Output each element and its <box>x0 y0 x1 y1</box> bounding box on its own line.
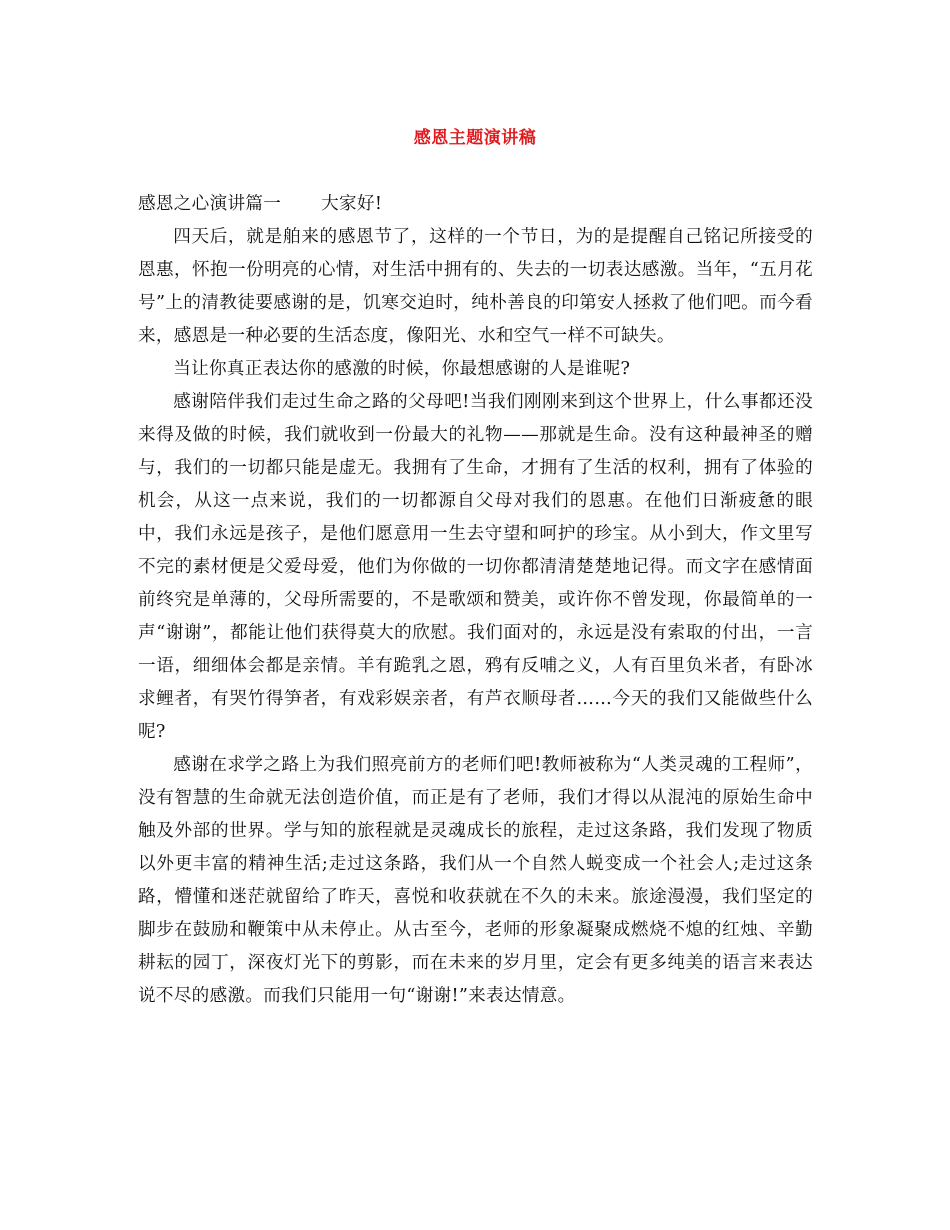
document-title: 感恩主题演讲稿 <box>413 128 537 148</box>
paragraph: 四天后，就是舶来的感恩节了，这样的一个节日，为的是提醒自己铭记所接受的恩惠，怀抱一份明亮的心情，对生活中拥有的、失去的一切表达感激。当年，“五月花号”上的清教徒要感谢的是，饥寒交迫时，纯朴善良的印第安人拯救了他们吧。而今看来，感恩是一种必要的生活态度，像阳光、水和空气一样不可缺失。 <box>138 227 813 346</box>
intro-line <box>138 188 813 221</box>
paragraph: 当让你真正表达你的感激的时候，你最想感谢的人是谁呢? <box>173 359 631 379</box>
paragraph: 感谢在求学之路上为我们照亮前方的老师们吧!教师被称为“人类灵魂的工程师”，没有智慧的生命就无法创造价值，而正是有了老师，我们才得以从混沌的原始生命中触及外部的世界。学与知的旅程就是灵魂成长的旅程，走过这条路，我们发现了物质以外更丰富的精神生活;走过这条路，我们从一个自然人蜕变成一个社会人;走过这条路，懵懂和迷茫就留给了昨天，喜悦和收获就在不久的未来。旅途漫漫，我们坚定的脚步在鼓励和鞭策中从未停止。从古至今，老师的形象凝聚成燃烧不熄的红烛、辛勤耕耘的园丁，深夜灯光下的剪影，而在未来的岁月里，定会有更多纯美的语言来表达说不尽的感激。而我们只能用一句“谢谢!”来表达情意。 <box>138 755 813 1006</box>
document-body <box>138 188 813 1013</box>
intro-greeting: 大家好! <box>321 194 383 214</box>
intro-heading: 感恩之心演讲篇一 <box>138 194 282 214</box>
paragraph: 感谢陪伴我们走过生命之路的父母吧!当我们刚刚来到这个世界上，什么事都还没来得及做的时候，我们就收到一份最大的礼物——那就是生命。没有这种最神圣的赠与，我们的一切都只能是虚无。我拥有了生命，才拥有了生活的权利，拥有了体验的机会，从这一点来说，我们的一切都源自父母对我们的恩惠。在他们日渐疲惫的眼中，我们永远是孩子，是他们愿意用一生去守望和呵护的珍宝。从小到大，作文里写不完的素材便是父爱母爱，他们为你做的一切你都清清楚楚地记得。而文字在感情面前终究是单薄的，父母所需要的，不是歌颂和赞美，或许你不曾发现，你最简单的一声“谢谢”，都能让他们获得莫大的欣慰。我们面对的，永远是没有索取的付出，一言一语，细细体会都是亲情。羊有跪乳之恩，鸦有反哺之义，人有百里负米者，有卧冰求鲤者，有哭竹得笋者，有戏彩娱亲者，有芦衣顺母者……今天的我们又能做些什么呢? <box>138 392 813 742</box>
